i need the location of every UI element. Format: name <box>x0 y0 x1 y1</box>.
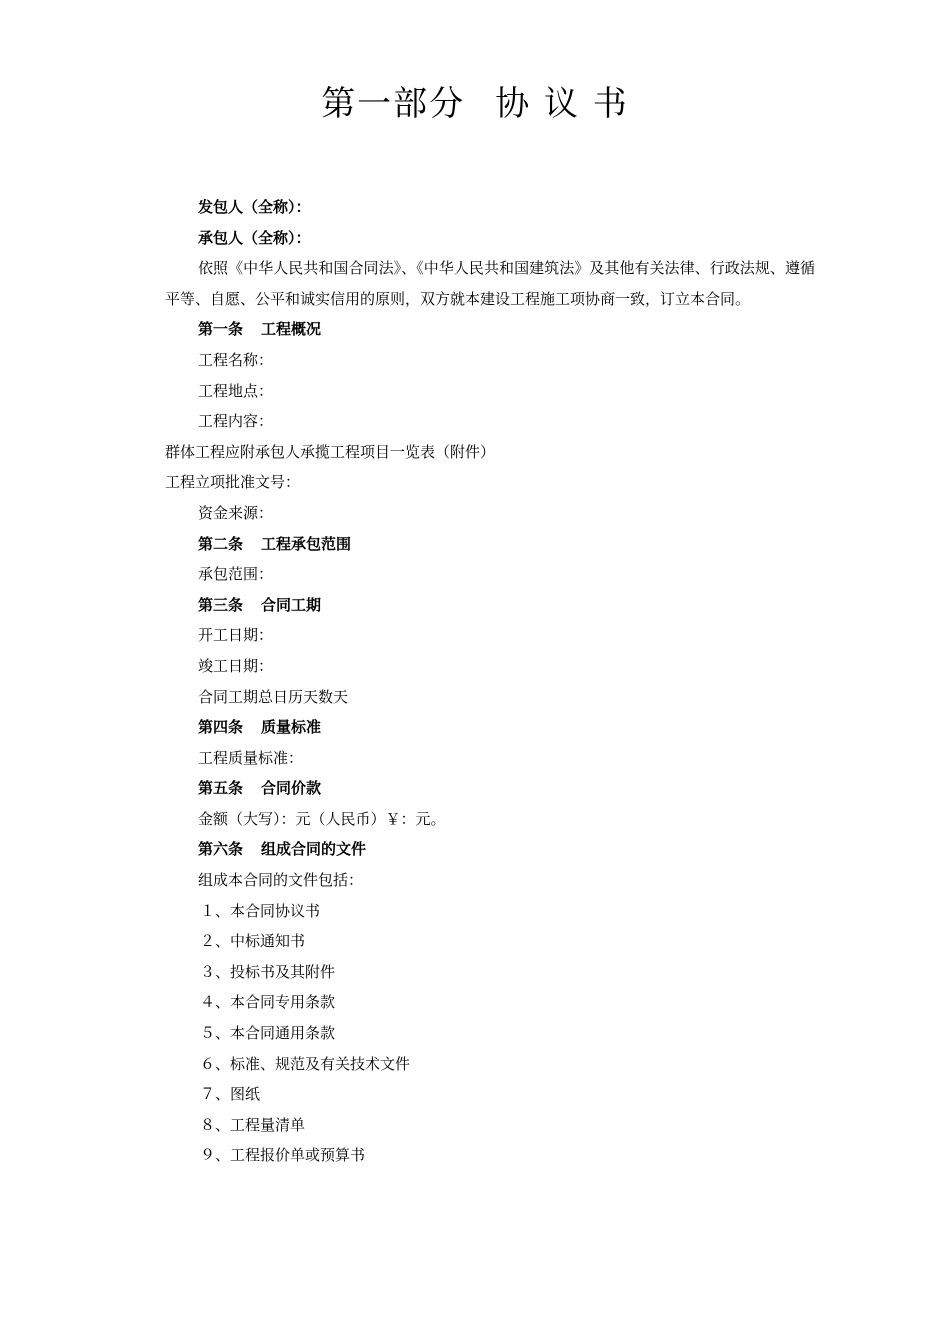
article5-title: 合同价款 <box>261 779 322 798</box>
article3-title: 合同工期 <box>261 595 322 614</box>
preamble-paragraph: 依照《中华人民共和国合同法》、《中华人民共和国建筑法》及其他有关法律、行政法规、遵循平等、自愿、公平和诚实信用的原则，双方就本建设工程施工项协商一致，订立本合同。 <box>165 259 815 308</box>
scope-field: 承包范围： <box>198 565 274 584</box>
article3-number: 第三条 <box>198 595 244 614</box>
article6-number: 第六条 <box>198 840 244 859</box>
article1-number: 第一条 <box>198 320 244 339</box>
total-days-field: 合同工期总日历天数天 <box>198 687 349 706</box>
list-item: ６、标准、规范及有关技术文件 <box>200 1054 411 1073</box>
completion-date-field: 竣工日期： <box>198 656 274 675</box>
article6-title: 组成合同的文件 <box>261 840 367 859</box>
approval-number-field: 工程立项批准文号： <box>165 473 301 492</box>
article5-heading <box>165 773 815 804</box>
list-item: ７、图纸 <box>200 1085 261 1104</box>
list-item: ４、本合同专用条款 <box>200 993 336 1012</box>
list-item: ８、工程量清单 <box>200 1115 306 1134</box>
project-location-field: 工程地点： <box>198 381 274 400</box>
quality-standard-field: 工程质量标准： <box>198 748 304 767</box>
project-name-field: 工程名称： <box>198 350 274 369</box>
list-item: ２、中标通知书 <box>200 932 306 951</box>
article4-heading <box>165 712 815 743</box>
list-item: １、本合同协议书 <box>200 901 321 920</box>
group-project-note: 群体工程应附承包人承揽工程项目一览表（附件） <box>165 442 496 461</box>
contract-amount-field: 金额（大写）：元（人民币）￥：元。 <box>198 809 446 828</box>
documents-intro: 组成本合同的文件包括： <box>198 871 364 890</box>
article2-number: 第二条 <box>198 534 244 553</box>
document-body <box>165 192 815 1171</box>
start-date-field: 开工日期： <box>198 626 274 645</box>
page-title <box>0 80 950 128</box>
article2-title: 工程承包范围 <box>261 534 352 553</box>
employer-label: 发包人（全称）： <box>198 198 311 216</box>
list-item: ９、工程报价单或预算书 <box>200 1146 366 1165</box>
fund-source-field: 资金来源： <box>198 503 274 522</box>
article4-title: 质量标准 <box>261 718 322 737</box>
list-item: ５、本合同通用条款 <box>200 1024 336 1043</box>
article3-heading <box>165 590 815 621</box>
article1-title: 工程概况 <box>261 320 322 339</box>
article5-number: 第五条 <box>198 779 244 798</box>
article1-heading <box>165 314 815 345</box>
article6-heading <box>165 834 815 865</box>
title-name: 协 议 书 <box>495 84 629 124</box>
article4-number: 第四条 <box>198 718 244 737</box>
title-part: 第一部分 <box>321 84 466 124</box>
contractor-label: 承包人（全称）： <box>198 228 311 247</box>
article2-heading <box>165 529 815 560</box>
list-item: ３、投标书及其附件 <box>200 962 336 981</box>
project-content-field: 工程内容： <box>198 412 274 431</box>
